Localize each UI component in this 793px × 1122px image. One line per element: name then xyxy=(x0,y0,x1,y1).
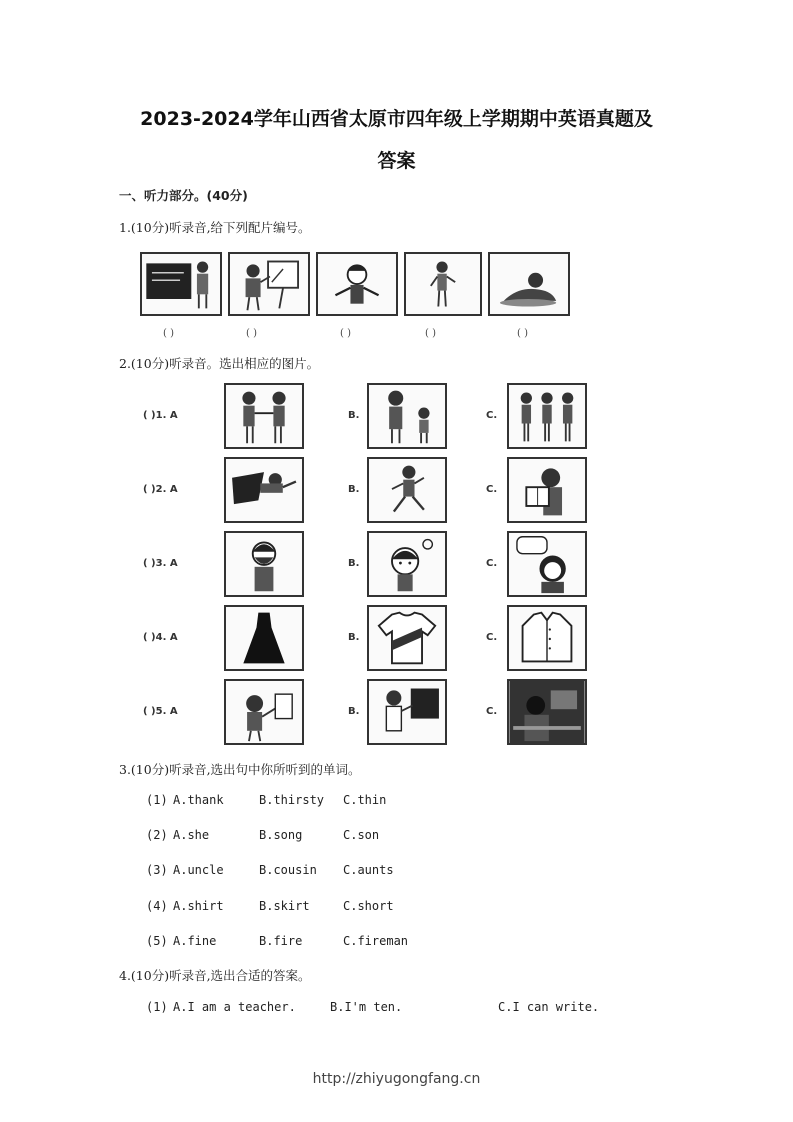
superman-flying-icon xyxy=(226,459,302,521)
section-heading-listening: 一、听力部分。(40分) xyxy=(119,188,248,203)
q2-row1-option-b-label: B. xyxy=(348,410,360,421)
q2-row5-option-c-label: C. xyxy=(486,706,498,717)
q2-row2-option-b-label: B. xyxy=(348,484,360,495)
q4-item-1-option-b[interactable]: B.I'm ten. xyxy=(330,1000,403,1014)
person-lying-icon xyxy=(490,254,568,314)
q1-picture-4 xyxy=(404,252,482,316)
q3-item-3-option-a[interactable]: A.uncle xyxy=(173,863,224,877)
q4-item-1-option-c[interactable]: C.I can write. xyxy=(498,1000,600,1014)
girl-arms-open-icon xyxy=(318,254,396,314)
q3-item-2-number: (2) xyxy=(146,828,168,842)
q3-item-2-option-c[interactable]: C.son xyxy=(343,828,380,842)
boy-running-icon xyxy=(369,459,445,521)
three-people-icon xyxy=(509,385,585,447)
q3-item-1-option-b[interactable]: B.thirsty xyxy=(259,793,325,807)
q2-row5-label: ( )5. A xyxy=(143,706,178,717)
q2-row3-option-c-label: C. xyxy=(486,558,498,569)
q3-item-5-option-c[interactable]: C.fireman xyxy=(343,934,409,948)
q3-item-5-option-b[interactable]: B.fire xyxy=(259,934,303,948)
q1-answer-blank-3[interactable]: ( ) xyxy=(340,328,351,339)
document-title-line2: 答案 xyxy=(377,150,416,172)
teacher-at-board-icon xyxy=(369,681,445,743)
q3-item-4-option-b[interactable]: B.skirt xyxy=(259,899,310,913)
boy-reading-book-icon xyxy=(509,459,585,521)
q1-picture-2 xyxy=(228,252,310,316)
q4-item-1-option-a[interactable]: A.I am a teacher. xyxy=(173,1000,296,1014)
q3-item-4-option-a[interactable]: A.shirt xyxy=(173,899,224,913)
q2-row1-option-c[interactable] xyxy=(507,383,587,449)
q4-item-1-number: (1) xyxy=(146,1000,168,1014)
q3-item-3-option-b[interactable]: B.cousin xyxy=(259,863,317,877)
q3-item-3-number: (3) xyxy=(146,863,168,877)
q2-row2-option-c[interactable] xyxy=(507,457,587,523)
q2-row4-option-b-label: B. xyxy=(348,632,360,643)
q3-item-2-option-a[interactable]: A.she xyxy=(173,828,210,842)
question-1-text: 1.(10分)听录音,给下列配片编号。 xyxy=(119,220,311,235)
q1-answer-blank-5[interactable]: ( ) xyxy=(517,328,528,339)
q3-item-1-option-a[interactable]: A.thank xyxy=(173,793,224,807)
question-4-text: 4.(10分)听录音,选出合适的答案。 xyxy=(119,968,311,983)
child-standing-icon xyxy=(406,254,480,314)
man-and-child-icon xyxy=(369,385,445,447)
q2-row2-option-a[interactable] xyxy=(224,457,304,523)
q1-picture-1 xyxy=(140,252,222,316)
boy-painting-icon xyxy=(226,681,302,743)
q3-item-5-number: (5) xyxy=(146,934,168,948)
q2-row5-option-b[interactable] xyxy=(367,679,447,745)
q2-row4-label: ( )4. A xyxy=(143,632,178,643)
q3-item-4-number: (4) xyxy=(146,899,168,913)
office-scene-icon xyxy=(509,681,585,743)
q2-row4-option-b[interactable] xyxy=(367,605,447,671)
t-shirt-icon xyxy=(369,607,445,669)
q3-item-5-option-a[interactable]: A.fine xyxy=(173,934,217,948)
question-3-text: 3.(10分)听录音,选出句中你所听到的单词。 xyxy=(119,762,361,777)
q3-item-1-number: (1) xyxy=(146,793,168,807)
two-boys-handshake-icon xyxy=(226,385,302,447)
q2-row1-label: ( )1. A xyxy=(143,410,178,421)
footer-url[interactable]: http://zhiyugongfang.cn xyxy=(312,1071,481,1087)
q1-picture-3 xyxy=(316,252,398,316)
q2-row4-option-c-label: C. xyxy=(486,632,498,643)
q2-row3-option-a[interactable] xyxy=(224,531,304,597)
teacher-at-blackboard-icon xyxy=(142,254,220,314)
q3-item-4-option-c[interactable]: C.short xyxy=(343,899,394,913)
woman-speech-bubble-icon xyxy=(509,533,585,595)
q1-answer-blank-2[interactable]: ( ) xyxy=(246,328,257,339)
q2-row5-option-a[interactable] xyxy=(224,679,304,745)
q2-row1-option-c-label: C. xyxy=(486,410,498,421)
q3-item-1-option-c[interactable]: C.thin xyxy=(343,793,387,807)
q2-row2-option-c-label: C. xyxy=(486,484,498,495)
q2-row2-label: ( )2. A xyxy=(143,484,178,495)
girl-thinking-icon xyxy=(369,533,445,595)
bearded-man-icon xyxy=(226,533,302,595)
document-title-line1: 2023-2024学年山西省太原市四年级上学期期中英语真题及 xyxy=(140,108,653,130)
boy-painting-easel-icon xyxy=(230,254,308,314)
q2-row1-option-a[interactable] xyxy=(224,383,304,449)
q1-answer-blank-4[interactable]: ( ) xyxy=(425,328,436,339)
question-2-text: 2.(10分)听录音。选出相应的图片。 xyxy=(119,356,320,371)
q2-row3-option-b[interactable] xyxy=(367,531,447,597)
dress-icon xyxy=(226,607,302,669)
q1-picture-5 xyxy=(488,252,570,316)
q3-item-2-option-b[interactable]: B.song xyxy=(259,828,303,842)
q2-row3-option-c[interactable] xyxy=(507,531,587,597)
shirt-icon xyxy=(509,607,585,669)
q1-answer-blank-1[interactable]: ( ) xyxy=(163,328,174,339)
q2-row5-option-b-label: B. xyxy=(348,706,360,717)
q2-row2-option-b[interactable] xyxy=(367,457,447,523)
q3-item-3-option-c[interactable]: C.aunts xyxy=(343,863,394,877)
q2-row3-label: ( )3. A xyxy=(143,558,178,569)
q2-row4-option-c[interactable] xyxy=(507,605,587,671)
q2-row5-option-c[interactable] xyxy=(507,679,587,745)
q2-row3-option-b-label: B. xyxy=(348,558,360,569)
q2-row4-option-a[interactable] xyxy=(224,605,304,671)
q2-row1-option-b[interactable] xyxy=(367,383,447,449)
